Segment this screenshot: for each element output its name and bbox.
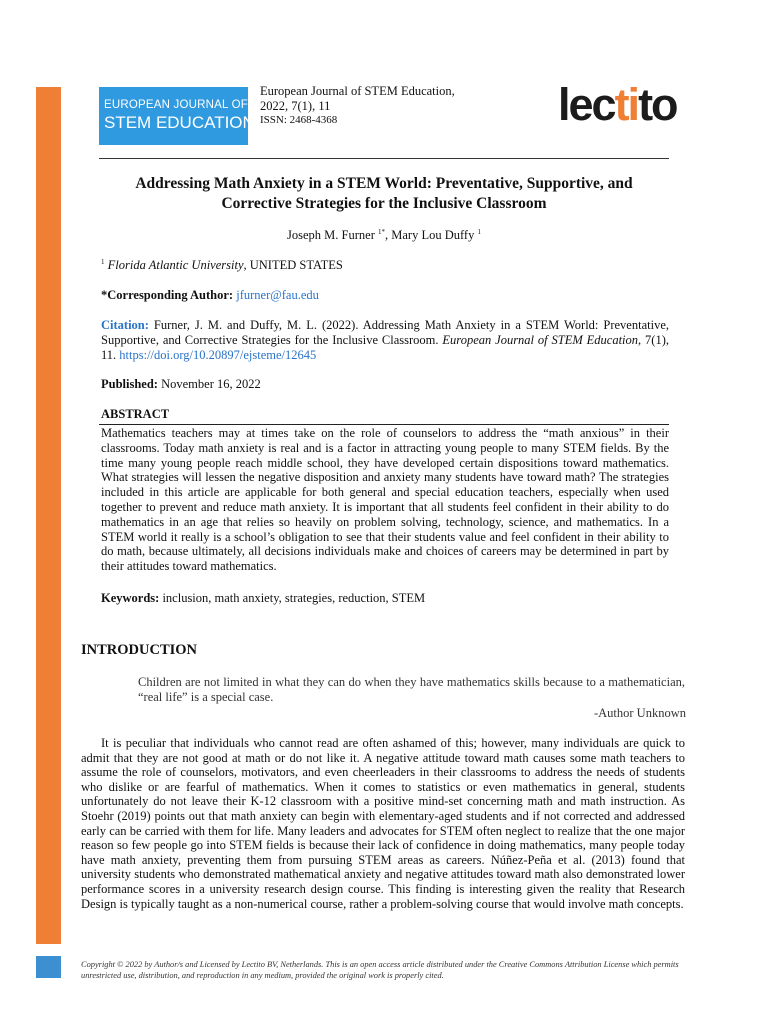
author-1: Joseph M. Furner	[287, 228, 378, 243]
published-date	[101, 377, 261, 392]
publisher-logo-part2: ti	[614, 79, 639, 130]
author-1-affiliation: 1*	[378, 228, 385, 236]
author-2: Mary Lou Duffy	[391, 228, 478, 243]
affiliation	[101, 258, 343, 273]
epigraph-attribution: -Author Unknown	[593, 706, 686, 720]
side-accent-bar	[36, 87, 61, 944]
journal-issn: ISSN: 2468-4368	[260, 114, 338, 127]
article-title: Addressing Math Anxiety in a STEM World: Preventative, Supportive, and Corrective Strategies for the Inclusive Classroom	[135, 175, 633, 212]
corresponding-label: *Corresponding Author:	[101, 288, 234, 302]
publisher-logo-part1: lec	[558, 79, 615, 130]
citation-journal: European Journal of STEM Education	[442, 333, 639, 347]
published-value: November 16, 2022	[157, 377, 261, 391]
journal-info	[260, 84, 455, 128]
journal-logo-line1: EUROPEAN JOURNAL OF	[104, 99, 248, 111]
introduction-heading: INTRODUCTION	[81, 642, 198, 658]
affiliation-university: Florida Atlantic University	[107, 258, 244, 273]
citation	[101, 318, 669, 363]
citation-text: Furner, J. M. and Duffy, M. L. (2022). Addressing Math Anxiety in a STEM World: Preventative, Supportive, and Corrective Strategies for the Inclusive Classroom.	[101, 318, 669, 347]
keywords-label: Keywords:	[101, 591, 160, 605]
author-2-affiliation: 1	[477, 228, 481, 236]
affiliation-marker: 1	[101, 258, 105, 266]
citation-volume: , 7(1), 11.	[101, 333, 670, 362]
corresponding-email-link[interactable]: jfurner@fau.edu	[236, 288, 319, 302]
header-divider	[99, 158, 669, 159]
abstract-heading: ABSTRACT	[101, 407, 170, 421]
journal-logo-line2: STEM EDUCATION	[104, 113, 255, 132]
journal-name: European Journal of STEM Education,	[260, 84, 455, 98]
epigraph-quote: Children are not limited in what they can do when they have mathematics skills because to a mathematician, “real life” is a special case.	[138, 675, 685, 704]
abstract-text: Mathematics teachers may at times take on the role of counselors to address the “math anxious” in their classrooms. Today math anxiety is real and is a factor in attracting young people to many STEM fields. By the time many young people reach middle school, they have developed certain dispositions toward mathematics. What strategies will lessen the negative disposition and anxiety many students have toward math? The strategies included in this article are applicable for both general and special education teachers, especially when used together to prevent and reduce math anxiety. It is important that all students feel confident in their ability to do mathematics in an age that relies so heavily on problem solving, technology, science, and mathematics. In a STEM world it really is a school’s obligation to see that their students value and feel confident in their ability to do math, because ultimately, all decisions individuals make and choices of careers may be determined in part by their attitudes toward mathematics.	[101, 426, 669, 574]
journal-logo	[99, 87, 255, 145]
publisher-logo-part3: to	[638, 79, 677, 130]
publisher-logo	[558, 80, 677, 130]
footer-accent-square	[36, 956, 61, 978]
journal-volume: 2022, 7(1), 11	[260, 98, 331, 113]
citation-label: Citation:	[101, 318, 149, 332]
abstract-divider	[99, 424, 669, 425]
author-separator: ,	[385, 228, 392, 243]
corresponding-author	[101, 288, 319, 303]
affiliation-country: , UNITED STATES	[243, 258, 343, 273]
copyright-notice: Copyright © 2022 by Author/s and Licensed by Lectito BV, Netherlands. This is an open access article distributed under the Creative Commons Attribution License which permits unrestricted use, distribution, and reproduction in any medium, provided the original work is properly cited.	[81, 960, 679, 980]
introduction-paragraph: It is peculiar that individuals who cannot read are often ashamed of this; however, many individuals are quick to admit that they are not good at math or do not like it. A negative attitude toward math causes some math teachers to assume the role of counselors, motivators, and even cheerleaders in their classrooms to address the needs of students who dislike or are fearful of mathematics. When it comes to statistics or even mathematics in general, students unfortunately do not leave their K-12 classroom with a positive mind-set concerning math and math instruction. As Stoehr (2019) points out that math anxiety can begin with elementary-aged students and if not corrected and addressed early can be carried with them for life. Many leaders and advocates for STEM often neglect to realize that the one major reason so few people go into STEM fields is because their lack of confidence in doing mathematics, many people today have math anxiety, preventing them from pursuing STEM areas as careers. Núñez-Peña et al. (2013) found that university students who demonstrated mathematical anxiety and negative attitudes toward math also demonstrated lower performance scores in a university research design course. This finding is interesting given the reality that Research Design is typically taught as a non-numerical course, rather a problem-solving course that would involve math concepts.	[81, 736, 685, 911]
authors	[99, 228, 669, 243]
published-label: Published:	[101, 377, 158, 391]
keywords	[101, 591, 425, 606]
keywords-list: inclusion, math anxiety, strategies, reduction, STEM	[159, 591, 426, 605]
citation-doi-link[interactable]: https://doi.org/10.20897/ejsteme/12645	[119, 348, 317, 362]
